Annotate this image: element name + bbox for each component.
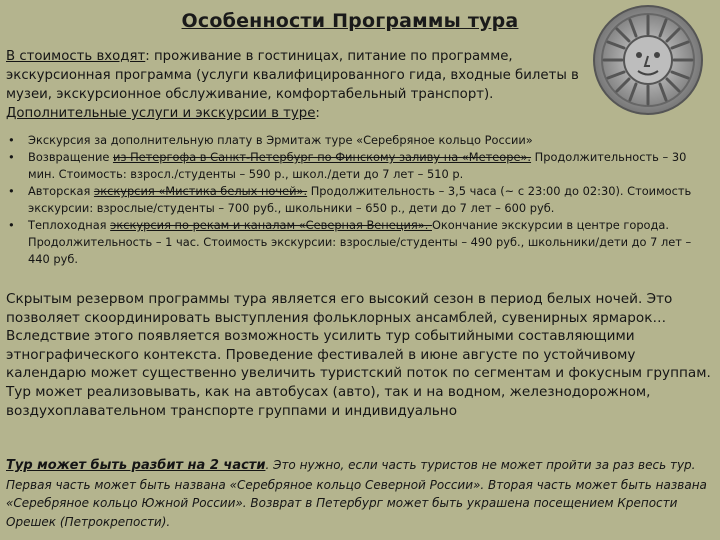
split-text: . Это нужно, если часть туристов не может пройти за раз весь тур. Первая часть может быть названа «Серебряное кольцо Северной России». Вторая часть может быть названа «Серебряное кольцо Южной России». Возврат в Петербург может быть украшена посещением Крепости Орешек (Петрокрепости). <box>6 458 707 529</box>
bullet-text: Теплоходная <box>28 218 111 232</box>
extras-list <box>6 132 716 268</box>
bullet-text: Продолжительность – 3,5 часа (~ с 23:00 до 02:30). Стоимость экскурсии: взрослые/студенты – 700 руб., школьники – 650 р., дети до 7 лет – 600 руб. <box>28 184 692 215</box>
bullet-text: Возвращение <box>28 150 113 164</box>
list-item <box>6 132 716 149</box>
split-paragraph <box>6 456 716 531</box>
bullet-marker: • <box>8 133 15 147</box>
meteor-link[interactable]: из Петергофа в Санкт-Петербург по Финскому заливу на «Метеоре». <box>112 150 532 164</box>
split-lead: Тур может быть разбит на 2 части <box>6 458 266 473</box>
bullet-text: Экскурсия за дополнительную плату в Эрмитаж туре «Серебряное кольцо России» <box>28 133 533 147</box>
list-item <box>6 183 716 217</box>
white-nights-link[interactable]: экскурсия «Мистика белых ночей». <box>93 184 308 198</box>
bullet-marker: • <box>8 150 15 164</box>
northern-venice-link[interactable]: экскурсия по рекам и каналам «Северная Венеция». <box>110 218 432 232</box>
includes-paragraph <box>6 47 606 123</box>
list-item <box>6 217 716 268</box>
extras-colon: : <box>315 106 320 121</box>
transport-text: Тур может реализовывать, как на автобусах (авто), так и на водном, железнодорожном, воздухоплавательном транспорте группами и индивидуально <box>6 383 651 419</box>
reserve-paragraph <box>6 290 716 420</box>
bullet-marker: • <box>8 218 15 232</box>
list-item <box>6 149 716 183</box>
sun-emblem-icon <box>592 4 704 116</box>
bullet-marker: • <box>8 184 15 198</box>
extras-label: Дополнительные услуги и экскурсии в туре <box>6 106 316 121</box>
includes-label: В стоимость входят <box>6 49 146 64</box>
bullet-text: Окончание экскурсии в центре города. Продолжительность – 1 час. Стоимость экскурсии: взрослые/студенты – 490 руб., школьники/дети до 7 лет – 440 руб. <box>28 218 692 266</box>
page-title: Особенности Программы тура <box>181 10 519 32</box>
includes-text: : проживание в гостиницах, питание по программе, экскурсионная программа (услуги квалифицированного гида, входные билеты в музеи, экскурсионное обслуживание, комфортабельный транспорт). <box>6 49 579 102</box>
reserve-text: Скрытым резервом программы тура является его высокий сезон в период белых ночей. Это позволяет скоординировать выступления фольклорных ансамблей, сувенирных ярмарок… Вследствие этого появляется возможность усилить тур событийными составляющими этнографического контекста. Проведение фестивалей в июне августе по устойчивому календарю может существенно увеличить туристский поток по сегментам и фокусным группам. <box>6 291 711 382</box>
bullet-text: Авторская <box>28 184 94 198</box>
bullet-text: Продолжительность – 30 мин. Стоимость: взросл./студенты – 590 р., школ./дети до 7 лет – 510 р. <box>28 150 687 181</box>
